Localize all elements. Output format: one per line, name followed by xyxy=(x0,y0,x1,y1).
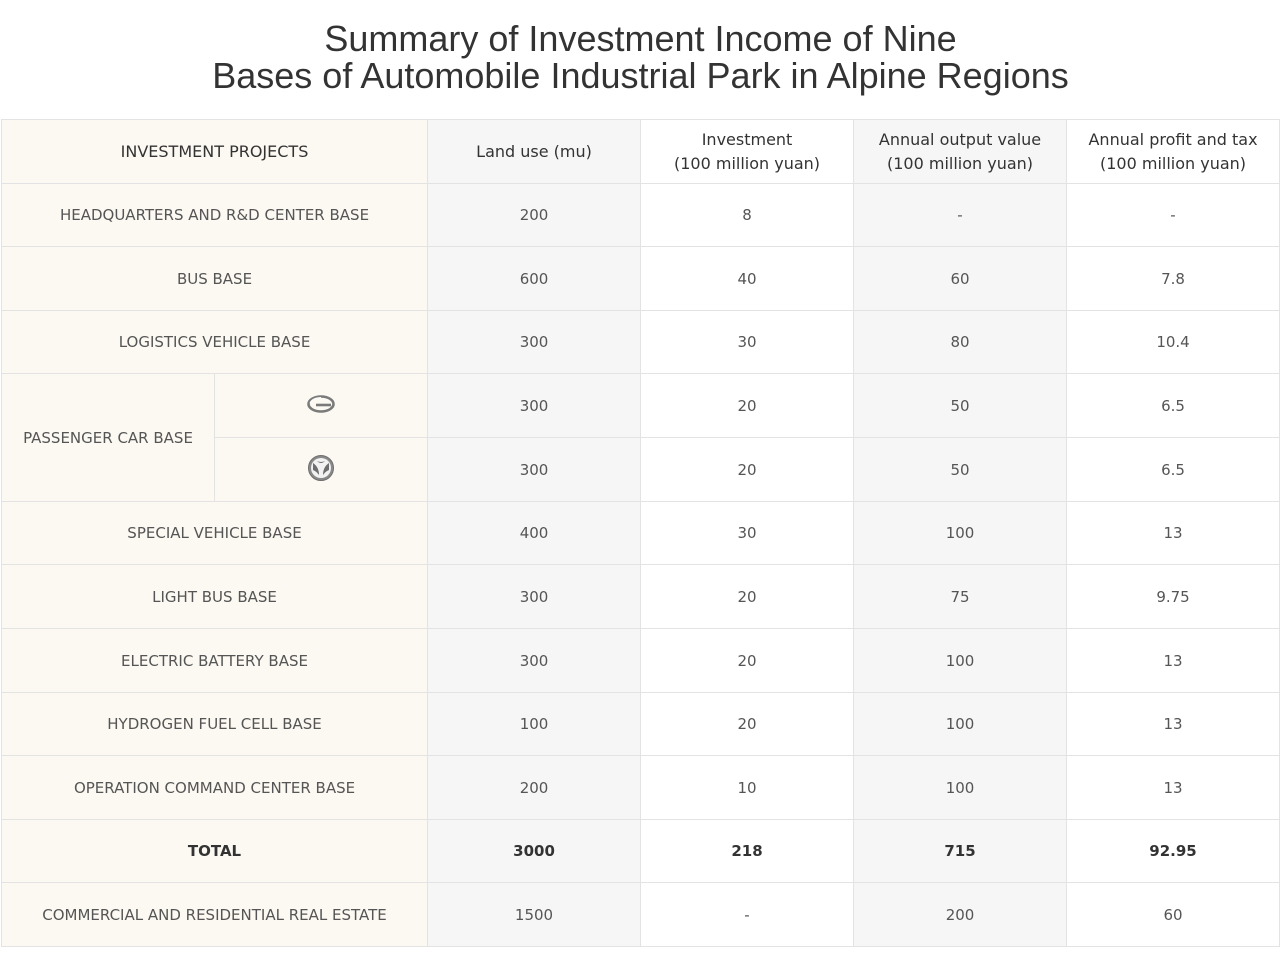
table-row xyxy=(2,629,1280,693)
header-investment-projects: INVESTMENT PROJECTS xyxy=(2,120,428,184)
investment-value: 20 xyxy=(641,438,854,502)
table-row xyxy=(2,883,1280,947)
project-name: OPERATION COMMAND CENTER BASE xyxy=(2,756,428,820)
dongfeng-logo-icon xyxy=(306,453,336,487)
land-use-value: 300 xyxy=(428,311,641,374)
output-value: 200 xyxy=(854,883,1067,947)
land-use-value: 300 xyxy=(428,629,641,693)
profit-value: 10.4 xyxy=(1067,311,1280,374)
land-use-value: 200 xyxy=(428,184,641,247)
header-output-line-2: (100 million yuan) xyxy=(886,153,1034,173)
output-value: 100 xyxy=(854,756,1067,820)
table-row xyxy=(2,374,1280,438)
header-profit-line-2: (100 million yuan) xyxy=(1099,153,1247,173)
land-use-value: 300 xyxy=(428,438,641,502)
project-name: HYDROGEN FUEL CELL BASE xyxy=(2,693,428,756)
total-row xyxy=(2,820,1280,883)
total-output: 715 xyxy=(854,820,1067,883)
profit-value: 13 xyxy=(1067,756,1280,820)
header-annual-output xyxy=(854,120,1067,184)
header-output-line-1: Annual output value xyxy=(878,129,1042,149)
table-row xyxy=(2,184,1280,247)
output-value: 50 xyxy=(854,374,1067,438)
investment-table xyxy=(1,119,1280,947)
land-use-value: 600 xyxy=(428,247,641,311)
profit-value: 6.5 xyxy=(1067,374,1280,438)
table-row xyxy=(2,693,1280,756)
output-value: 80 xyxy=(854,311,1067,374)
output-value: 75 xyxy=(854,565,1067,629)
project-name: PASSENGER CAR BASE xyxy=(2,374,215,502)
page-title xyxy=(0,20,1281,94)
investment-value: 20 xyxy=(641,565,854,629)
profit-value: 9.75 xyxy=(1067,565,1280,629)
table-row xyxy=(2,502,1280,565)
investment-value: 10 xyxy=(641,756,854,820)
investment-value: 40 xyxy=(641,247,854,311)
project-name: BUS BASE xyxy=(2,247,428,311)
project-name: COMMERCIAL AND RESIDENTIAL REAL ESTATE xyxy=(2,883,428,947)
header-profit-line-1: Annual profit and tax xyxy=(1088,129,1258,149)
output-value: 100 xyxy=(854,693,1067,756)
table-row xyxy=(2,565,1280,629)
output-value: 100 xyxy=(854,502,1067,565)
table-row xyxy=(2,311,1280,374)
land-use-value: 1500 xyxy=(428,883,641,947)
brand-logo-cell xyxy=(215,438,428,502)
land-use-value: 200 xyxy=(428,756,641,820)
profit-value: 6.5 xyxy=(1067,438,1280,502)
profit-value: - xyxy=(1067,184,1280,247)
project-name: HEADQUARTERS AND R&D CENTER BASE xyxy=(2,184,428,247)
header-land-use: Land use (mu) xyxy=(428,120,641,184)
profit-value: 7.8 xyxy=(1067,247,1280,311)
output-value: 60 xyxy=(854,247,1067,311)
investment-value: 8 xyxy=(641,184,854,247)
total-profit: 92.95 xyxy=(1067,820,1280,883)
output-value: - xyxy=(854,184,1067,247)
investment-value: 20 xyxy=(641,693,854,756)
profit-value: 13 xyxy=(1067,629,1280,693)
gac-logo-icon xyxy=(306,394,336,418)
header-investment-line-2: (100 million yuan) xyxy=(673,153,821,173)
profit-value: 13 xyxy=(1067,502,1280,565)
investment-value: 30 xyxy=(641,502,854,565)
investment-value: 20 xyxy=(641,629,854,693)
total-land-use: 3000 xyxy=(428,820,641,883)
output-value: 100 xyxy=(854,629,1067,693)
land-use-value: 300 xyxy=(428,374,641,438)
title-line-2: Bases of Automobile Industrial Park in Alpine Regions xyxy=(212,55,1069,96)
investment-value: - xyxy=(641,883,854,947)
profit-value: 60 xyxy=(1067,883,1280,947)
project-name: SPECIAL VEHICLE BASE xyxy=(2,502,428,565)
output-value: 50 xyxy=(854,438,1067,502)
profit-value: 13 xyxy=(1067,693,1280,756)
table-row xyxy=(2,756,1280,820)
project-name: LOGISTICS VEHICLE BASE xyxy=(2,311,428,374)
header-investment-line-1: Investment xyxy=(701,129,793,149)
project-name: LIGHT BUS BASE xyxy=(2,565,428,629)
table-header-row xyxy=(2,120,1280,184)
land-use-value: 100 xyxy=(428,693,641,756)
brand-logo-cell xyxy=(215,374,428,438)
investment-value: 20 xyxy=(641,374,854,438)
investment-value: 30 xyxy=(641,311,854,374)
total-label: TOTAL xyxy=(2,820,428,883)
project-name: ELECTRIC BATTERY BASE xyxy=(2,629,428,693)
table-row xyxy=(2,247,1280,311)
title-line-1: Summary of Investment Income of Nine xyxy=(324,18,957,59)
land-use-value: 300 xyxy=(428,565,641,629)
header-annual-profit xyxy=(1067,120,1280,184)
land-use-value: 400 xyxy=(428,502,641,565)
header-investment xyxy=(641,120,854,184)
total-investment: 218 xyxy=(641,820,854,883)
